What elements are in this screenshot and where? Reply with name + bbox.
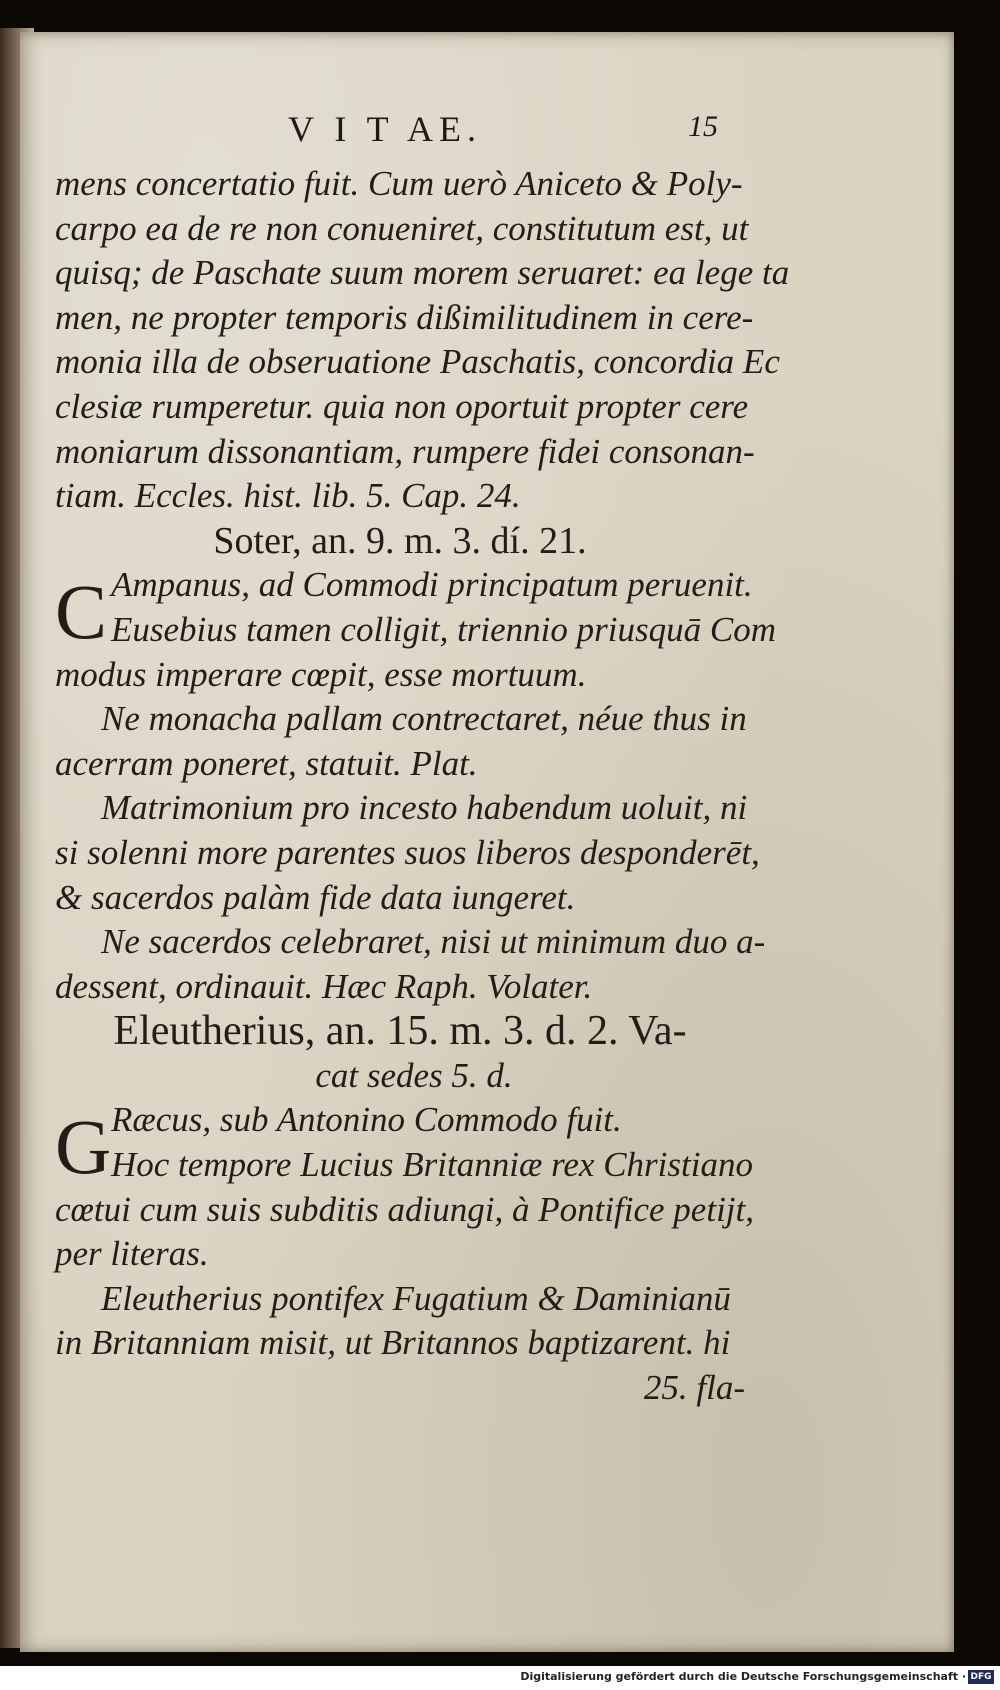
text-line: mens concertatio fuit. Cum uerò Aniceto & Poly-	[55, 164, 743, 203]
text-line: modus imperare cœpit, esse mortuum.	[55, 654, 587, 694]
text-line: Hoc tempore Lucius Britanniæ rex Christiano	[111, 1145, 753, 1185]
text-line: Matrimonium pro incesto habendum uoluit, ni	[101, 788, 748, 828]
footer-bar	[0, 1666, 1000, 1690]
funding-credit: Digitalisierung gefördert durch die Deutsche Forschungsgemeinschaft ·	[520, 1670, 966, 1683]
page-number: 15	[688, 110, 718, 143]
text-line: per literas.	[55, 1234, 209, 1274]
drop-cap-g: G	[55, 1103, 112, 1191]
text-line-content: Ræcus, sub Antonino Commodo fuit.	[111, 1100, 622, 1140]
text-line: men, ne propter temporis dißimilitudinem in cere-	[55, 297, 754, 337]
text-line: & sacerdos palàm fide data iungeret.	[55, 877, 576, 917]
text-line: cœtui cum suis subditis adiungi, à Pontifice petijt,	[55, 1189, 754, 1229]
text-line: monia illa de obseruatione Paschatis, concordia Ec	[55, 342, 780, 382]
text-line: dessent, ordinauit. Hæc Raph. Volater.	[55, 966, 593, 1006]
text-line: in Britanniam misit, ut Britannos baptizarent. hi	[55, 1323, 731, 1363]
text-line: clesiæ rumperetur. quia non oportuit propter cere	[55, 386, 749, 426]
section-subheading: cat sedes 5. d.	[315, 1055, 513, 1095]
text-line: acerram poneret, statuit. Plat.	[55, 743, 478, 783]
section-heading-eleutherius: Eleutherius, an. 15. m. 3. d. 2. Va-	[113, 1008, 687, 1055]
drop-cap-c: C	[55, 568, 108, 656]
running-head-title: V I T AE.	[288, 109, 483, 149]
text-line: carpo ea de re non conueniret, constitutum est, ut	[55, 208, 749, 248]
section-heading-soter: Soter, an. 9. m. 3. dí. 21.	[213, 519, 587, 562]
dfg-logo: DFG	[968, 1670, 994, 1684]
text-line: Ne monacha pallam contrectaret, néue thus in	[101, 699, 747, 739]
text-line: moniarum dissonantiam, rumpere fidei consonan-	[55, 431, 755, 471]
text-line: si solenni more parentes suos liberos desponderēt,	[55, 832, 760, 872]
text-line: quisq; de Paschate suum morem seruaret: ea lege ta	[55, 253, 790, 293]
catchword: 25. fla-	[643, 1368, 745, 1408]
running-head	[20, 108, 954, 158]
book-page	[20, 32, 954, 1652]
text-line: Ne sacerdos celebraret, nisi ut minimum duo a-	[101, 922, 766, 962]
text-line: Eusebius tamen colligit, triennio priusquā Com	[111, 609, 776, 649]
text-line: tiam. Eccles. hist. lib. 5. Cap. 24.	[55, 476, 521, 516]
text-line: Eleutherius pontifex Fugatium & Daminianū	[101, 1278, 731, 1318]
body-text	[55, 162, 790, 1411]
text-line-content: Ampanus, ad Commodi principatum peruenit.	[111, 565, 753, 605]
